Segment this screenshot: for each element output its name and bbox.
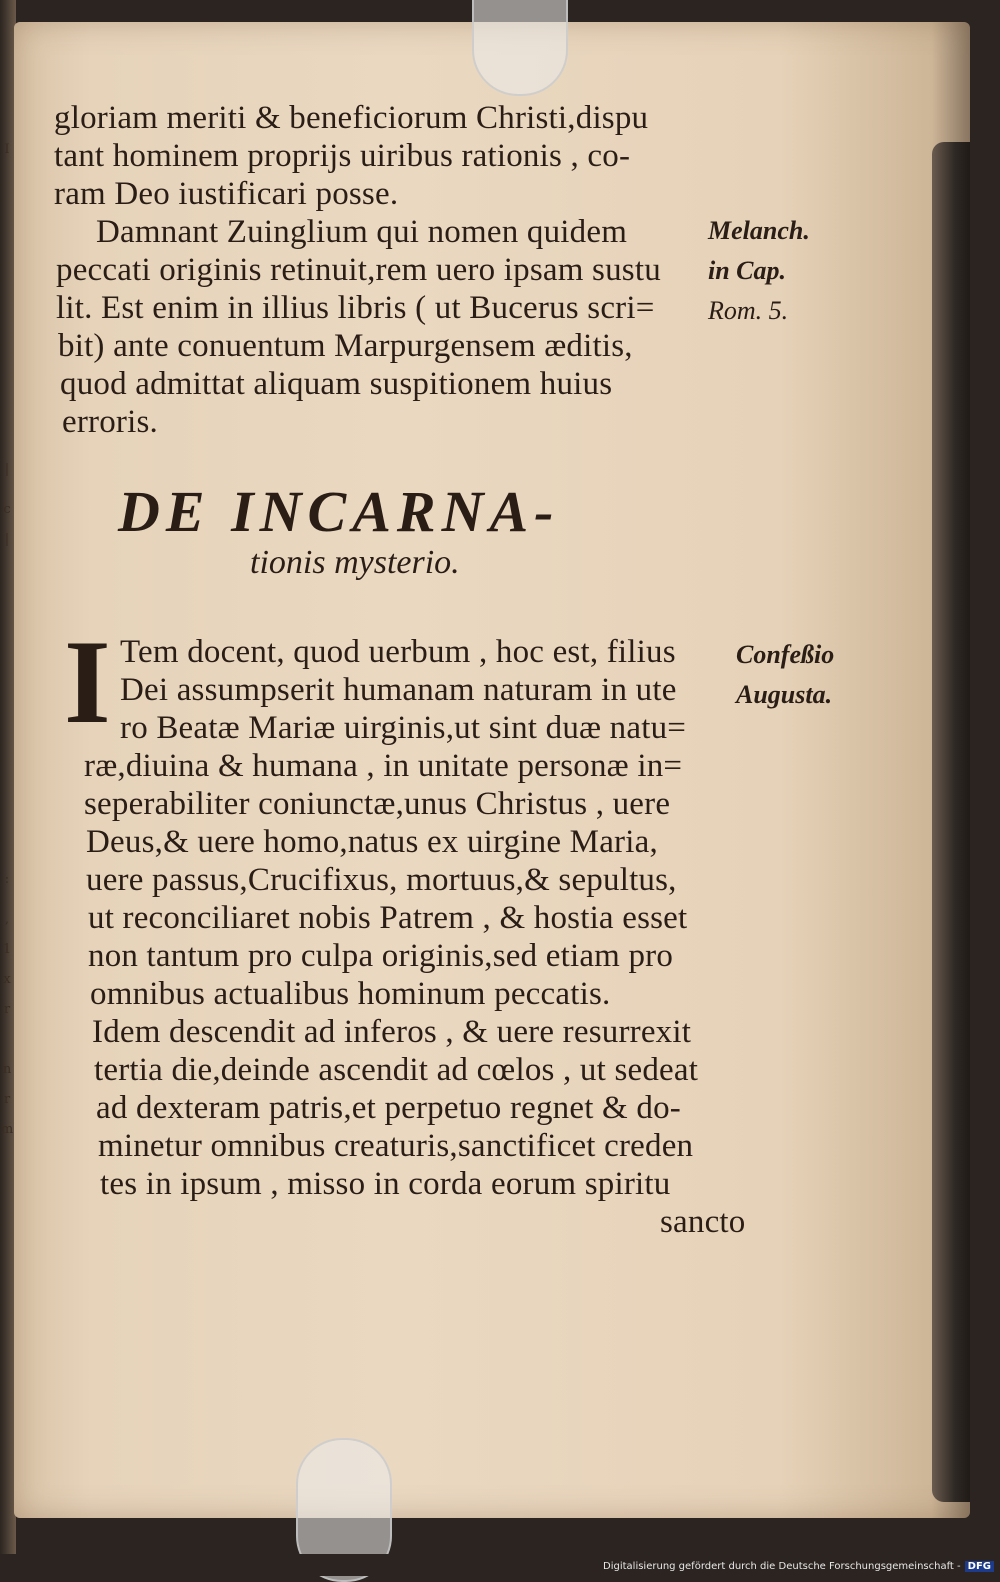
text-line: erroris. bbox=[62, 404, 158, 440]
text-line: gloriam meriti & beneficiorum Christi,dispu bbox=[54, 100, 649, 136]
spine-mark: , bbox=[4, 912, 10, 927]
spine-mark: r bbox=[3, 1002, 11, 1017]
footer-bar bbox=[0, 1554, 1000, 1576]
adjacent-page-marks bbox=[0, 140, 14, 1140]
margin-note-rom: Rom. 5. bbox=[708, 296, 789, 325]
spine-mark: m bbox=[0, 1122, 14, 1137]
text-line: uere passus,Crucifixus, mortuus,& sepultus, bbox=[86, 862, 677, 898]
margin-note-augusta: Augusta. bbox=[736, 680, 833, 709]
text-line: tant hominem proprijs uiribus rationis , co- bbox=[54, 138, 631, 174]
text-line: non tantum pro culpa originis,sed etiam pro bbox=[88, 938, 674, 974]
spine-mark: c bbox=[3, 502, 11, 517]
section-heading: DE INCARNA- bbox=[118, 479, 560, 544]
section-subheading: tionis mysterio. bbox=[250, 544, 460, 581]
spine-mark: | bbox=[4, 532, 10, 547]
text-line: Dei assumpserit humanam naturam in ute bbox=[120, 672, 677, 708]
margin-note-cap: in Cap. bbox=[708, 256, 787, 285]
spine-mark: | bbox=[4, 462, 10, 477]
dfg-logo: DFG bbox=[965, 1561, 994, 1572]
text-line: Deus,& uere homo,natus ex uirgine Maria, bbox=[86, 824, 658, 860]
text-line: ræ,diuina & humana , in unitate personæ in= bbox=[84, 748, 683, 784]
text-line: Damnant Zuinglium qui nomen quidem bbox=[96, 214, 628, 250]
text-line: ro Beatæ Mariæ uirginis,ut sint duæ natu= bbox=[120, 710, 687, 746]
digitization-credit bbox=[603, 1561, 994, 1572]
margin-note-confessio: Confeßio bbox=[736, 640, 835, 669]
spine-mark: r bbox=[3, 1092, 11, 1107]
text-line: omnibus actualibus hominum peccatis. bbox=[90, 976, 611, 1012]
text-line: lit. Est enim in illius libris ( ut Bucerus scri= bbox=[56, 290, 655, 326]
margin-note-melanch: Melanch. bbox=[708, 216, 810, 245]
drop-cap: I bbox=[64, 615, 111, 748]
text-line: bit) ante conuentum Marpurgensem æditis, bbox=[58, 328, 633, 364]
text-line: tes in ipsum , misso in corda eorum spiritu bbox=[100, 1166, 671, 1202]
text-line: tertia die,deinde ascendit ad cœlos , ut sedeat bbox=[94, 1052, 699, 1088]
page-edge bbox=[932, 142, 970, 1502]
text-line: minetur omnibus creaturis,sanctificet creden bbox=[98, 1128, 694, 1164]
text-line: peccati originis retinuit,rem uero ipsam sustu bbox=[56, 252, 661, 288]
spine-mark: n bbox=[2, 1062, 12, 1077]
text-line: ram Deo iustificari posse. bbox=[54, 176, 399, 212]
page-clip-top bbox=[472, 0, 568, 96]
text-line: seperabiliter coniunctæ,unus Christus , uere bbox=[84, 786, 671, 822]
text-line: ut reconciliaret nobis Patrem , & hostia esset bbox=[88, 900, 688, 936]
text-line: Tem docent, quod uerbum , hoc est, filius bbox=[120, 634, 676, 670]
text-line: Idem descendit ad inferos , & uere resurrexit bbox=[92, 1014, 692, 1050]
spine-mark: I bbox=[4, 142, 10, 157]
text-line: quod admittat aliquam suspitionem huius bbox=[60, 366, 613, 402]
catchword: sancto bbox=[660, 1204, 746, 1240]
spine-mark: 1 bbox=[2, 942, 12, 957]
text-line: ad dexteram patris,et perpetuo regnet & do- bbox=[96, 1090, 681, 1126]
credit-text: Digitalisierung gefördert durch die Deutsche Forschungsgemeinschaft - bbox=[603, 1561, 961, 1572]
spine-mark: x bbox=[3, 972, 11, 987]
spine-mark: : bbox=[4, 872, 10, 887]
